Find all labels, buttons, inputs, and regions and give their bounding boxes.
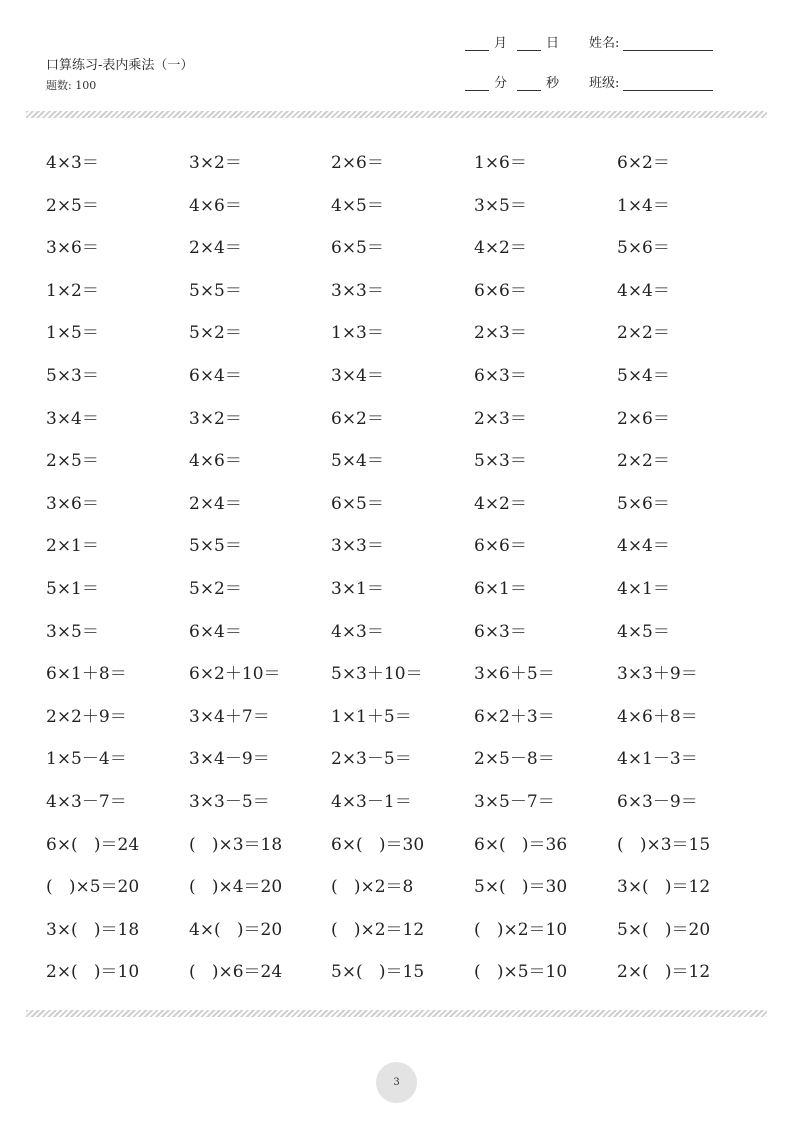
- question-item: 3×( )＝18: [46, 919, 140, 940]
- question-item: 5×3＝: [46, 365, 99, 386]
- question-item: 3×3＋9＝: [617, 664, 698, 685]
- name-label: 姓名:: [589, 36, 620, 51]
- question-item: 4×5＝: [331, 195, 384, 216]
- question-item: 5×6＝: [617, 493, 670, 514]
- question-count: 题数: 100: [46, 79, 97, 92]
- question-item: 1×2＝: [46, 280, 99, 301]
- question-row: [46, 279, 746, 322]
- question-item: 6×2＋10＝: [189, 664, 281, 685]
- question-item: 1×5－4＝: [46, 749, 127, 770]
- top-divider: [26, 111, 767, 118]
- question-item: 4×2＝: [474, 493, 527, 514]
- question-item: 2×( )＝12: [617, 962, 711, 983]
- question-item: 2×4＝: [189, 238, 242, 259]
- question-item: 6×5＝: [331, 238, 384, 259]
- question-item: 2×5－8＝: [474, 749, 555, 770]
- question-item: ( )×5＝10: [474, 962, 568, 983]
- question-item: 3×2＝: [189, 153, 242, 173]
- bottom-divider: [26, 1010, 767, 1017]
- page-number: 3: [376, 1062, 417, 1103]
- question-item: 3×5＝: [474, 195, 527, 216]
- question-item: 2×1＝: [46, 536, 99, 557]
- question-item: 3×4＝: [46, 408, 99, 429]
- question-item: 4×2＝: [474, 238, 527, 259]
- day-blank[interactable]: [517, 36, 541, 51]
- question-row: [46, 833, 746, 876]
- day-label: 日: [546, 36, 560, 51]
- question-item: ( )×3＝18: [189, 834, 283, 855]
- question-row: [46, 705, 746, 748]
- question-item: 5×2＝: [189, 323, 242, 344]
- question-item: 6×2＝: [331, 408, 384, 429]
- question-item: 5×6＝: [617, 238, 670, 259]
- question-row: [46, 790, 746, 833]
- question-row: [46, 449, 746, 492]
- question-item: 5×( )＝20: [617, 919, 711, 940]
- question-item: 4×6＝: [189, 195, 242, 216]
- question-item: 4×1－3＝: [617, 749, 698, 770]
- question-item: 3×4－9＝: [189, 749, 270, 770]
- question-grid: [46, 151, 746, 1003]
- question-item: 5×4＝: [617, 365, 670, 386]
- question-item: 6×1＝: [474, 578, 527, 599]
- question-row: [46, 364, 746, 407]
- question-item: 6×4＝: [189, 365, 242, 386]
- question-item: 3×3－5＝: [189, 791, 270, 812]
- question-item: 4×3－1＝: [331, 791, 412, 812]
- question-item: 5×5＝: [189, 280, 242, 301]
- question-item: ( )×2＝12: [331, 919, 425, 940]
- question-item: 4×3－7＝: [46, 791, 127, 812]
- question-item: 5×3＋10＝: [331, 664, 423, 685]
- worksheet-title: 口算练习-表内乘法（一）: [46, 58, 194, 73]
- question-item: 2×5＝: [46, 195, 99, 216]
- question-item: 4×4＝: [617, 280, 670, 301]
- question-item: 2×3＝: [474, 323, 527, 344]
- question-item: 6×1＋8＝: [46, 664, 127, 685]
- question-item: 3×2＝: [189, 408, 242, 429]
- question-item: 6×( )＝30: [331, 834, 425, 855]
- question-item: 6×3－9＝: [617, 791, 698, 812]
- second-label: 秒: [546, 76, 560, 91]
- question-item: 3×1＝: [331, 578, 384, 599]
- question-row: [46, 492, 746, 535]
- question-item: 2×5＝: [46, 451, 99, 472]
- question-item: 1×1＋5＝: [331, 706, 412, 727]
- question-item: 6×5＝: [331, 493, 384, 514]
- question-row: [46, 918, 746, 961]
- date-line: [465, 31, 569, 51]
- question-item: 1×3＝: [331, 323, 384, 344]
- question-item: 6×3＝: [474, 365, 527, 386]
- question-item: 4×3＝: [46, 153, 99, 173]
- question-item: 4×5＝: [617, 621, 670, 642]
- question-row: [46, 321, 746, 364]
- question-item: 1×6＝: [474, 153, 527, 173]
- question-row: [46, 577, 746, 620]
- question-item: 2×( )＝10: [46, 962, 140, 983]
- question-item: 6×( )＝36: [474, 834, 568, 855]
- second-blank[interactable]: [517, 76, 541, 91]
- question-item: 6×6＝: [474, 280, 527, 301]
- question-item: 6×4＝: [189, 621, 242, 642]
- question-item: 4×6＝: [189, 451, 242, 472]
- question-item: 3×5－7＝: [474, 791, 555, 812]
- question-item: 3×4＋7＝: [189, 706, 270, 727]
- question-item: 4×4＝: [617, 536, 670, 557]
- question-row: [46, 662, 746, 705]
- question-item: 6×3＝: [474, 621, 527, 642]
- class-field[interactable]: [623, 76, 713, 91]
- question-item: 4×3＝: [331, 621, 384, 642]
- name-field[interactable]: [623, 36, 713, 51]
- question-row: [46, 534, 746, 577]
- question-item: 5×1＝: [46, 578, 99, 599]
- question-item: 2×2＝: [617, 451, 670, 472]
- question-item: 3×5＝: [46, 621, 99, 642]
- month-label: 月: [494, 36, 508, 51]
- question-item: 4×1＝: [617, 578, 670, 599]
- minute-label: 分: [494, 76, 508, 91]
- question-item: 4×( )＝20: [189, 919, 283, 940]
- question-item: 6×( )＝24: [46, 834, 140, 855]
- question-item: 5×( )＝30: [474, 877, 568, 898]
- question-row: [46, 620, 746, 663]
- month-blank[interactable]: [465, 36, 489, 51]
- question-item: 5×3＝: [474, 451, 527, 472]
- question-item: 1×5＝: [46, 323, 99, 344]
- question-item: 2×3－5＝: [331, 749, 412, 770]
- question-item: 2×6＝: [617, 408, 670, 429]
- question-item: 1×4＝: [617, 195, 670, 216]
- question-item: 3×4＝: [331, 365, 384, 386]
- question-row: [46, 407, 746, 450]
- question-item: 5×2＝: [189, 578, 242, 599]
- question-item: 2×2＝: [617, 323, 670, 344]
- question-item: 3×3＝: [331, 536, 384, 557]
- question-item: 6×2＋3＝: [474, 706, 555, 727]
- question-row: [46, 960, 746, 1003]
- question-item: 2×4＝: [189, 493, 242, 514]
- question-item: 2×6＝: [331, 153, 384, 173]
- question-item: 3×6＋5＝: [474, 664, 555, 685]
- question-item: ( )×6＝24: [189, 962, 283, 983]
- question-item: 6×6＝: [474, 536, 527, 557]
- name-line: [589, 31, 713, 51]
- question-item: 6×2＝: [617, 153, 670, 173]
- question-item: 4×6＋8＝: [617, 706, 698, 727]
- question-item: 3×( )＝12: [617, 877, 711, 898]
- question-item: ( )×2＝10: [474, 919, 568, 940]
- question-item: 3×3＝: [331, 280, 384, 301]
- question-row: [46, 236, 746, 279]
- question-item: 2×3＝: [474, 408, 527, 429]
- question-item: ( )×2＝8: [331, 877, 414, 898]
- question-row: [46, 747, 746, 790]
- question-row: [46, 194, 746, 237]
- question-item: ( )×3＝15: [617, 834, 711, 855]
- minute-blank[interactable]: [465, 76, 489, 91]
- question-item: 5×5＝: [189, 536, 242, 557]
- class-label: 班级:: [589, 76, 620, 91]
- question-item: 3×6＝: [46, 493, 99, 514]
- question-row: [46, 875, 746, 918]
- question-item: 3×6＝: [46, 238, 99, 259]
- question-item: ( )×5＝20: [46, 877, 140, 898]
- class-line: [589, 71, 713, 91]
- question-item: 5×4＝: [331, 451, 384, 472]
- time-line: [465, 71, 569, 91]
- question-item: 5×( )＝15: [331, 962, 425, 983]
- question-item: ( )×4＝20: [189, 877, 283, 898]
- question-row: [46, 151, 746, 194]
- question-item: 2×2＋9＝: [46, 706, 127, 727]
